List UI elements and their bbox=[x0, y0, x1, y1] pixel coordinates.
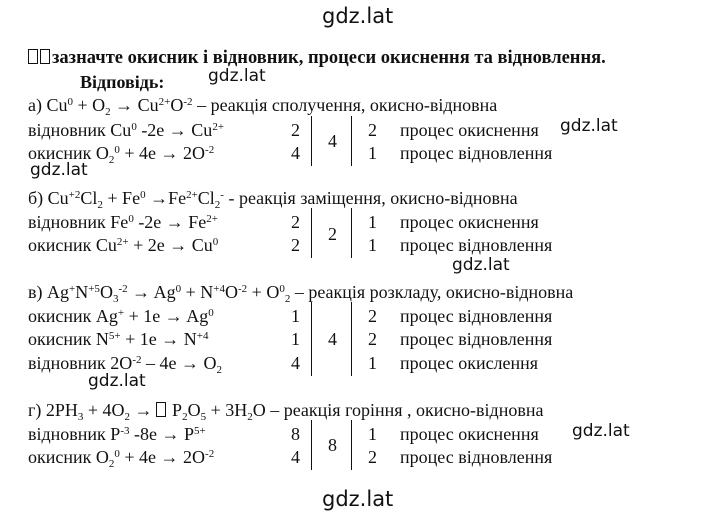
lcm-value: 4 bbox=[328, 131, 337, 151]
lcm-value: 8 bbox=[328, 435, 337, 455]
process-label: процес відновлення bbox=[400, 329, 553, 349]
divider bbox=[311, 420, 312, 470]
half-reaction: відновник Cu$^0$ $-2e \to Cu^{2+}$ bbox=[28, 120, 225, 140]
electron-count: 2 bbox=[291, 212, 300, 232]
answer-label: Відповідь: bbox=[80, 72, 165, 92]
lcm-value: 4 bbox=[328, 329, 337, 349]
electron-count: 8 bbox=[291, 424, 300, 444]
electron-count: 4 bbox=[291, 143, 300, 163]
half-reaction: окисник $N^{5+} + 1e \to N^{+4}$ bbox=[28, 329, 209, 349]
half-reaction: окисник $O_2^0 + 4e \to 2O^{-2}$ bbox=[28, 143, 215, 166]
equation-d: г) $2PH_3 + 4O_2 \to P_2O_5 + 3H_2O$ – реакція горіння , окисно-відновна bbox=[28, 400, 544, 423]
watermark: gdz.lat bbox=[322, 487, 394, 511]
process-label: процес відновлення bbox=[400, 235, 553, 255]
watermark: gdz.lat bbox=[88, 371, 146, 391]
coefficient: 1 bbox=[368, 143, 377, 163]
process-label: процес окислення bbox=[400, 353, 539, 373]
watermark: gdz.lat bbox=[30, 160, 88, 180]
watermark: gdz.lat bbox=[452, 255, 510, 275]
process-label: процес відновлення bbox=[400, 306, 553, 326]
watermark: gdz.lat bbox=[322, 4, 394, 28]
equation-b: б) $Cu^{+2}Cl_2 + Fe^0 \to Fe^{2+}Cl_2^-$ - реакція заміщення, окисно-відновна bbox=[28, 188, 518, 211]
watermark: gdz.lat bbox=[572, 421, 630, 441]
electron-count: 4 bbox=[291, 447, 300, 467]
divider bbox=[311, 116, 312, 166]
electron-count: 1 bbox=[291, 306, 300, 326]
missing-glyph-icon bbox=[156, 402, 166, 417]
coefficient: 1 bbox=[368, 353, 377, 373]
divider bbox=[351, 302, 352, 376]
half-reaction: відновник Fe$^0$ $-2e \to Fe^{2+}$ bbox=[28, 212, 219, 232]
lcm-value: 2 bbox=[328, 224, 337, 244]
coefficient: 2 bbox=[368, 120, 377, 140]
coefficient: 1 bbox=[368, 424, 377, 444]
divider bbox=[351, 208, 352, 258]
equation-c: в) $Ag^+N^{+5}O_3^{-2} \to Ag^0 + N^{+4}O^{-2} + O^0_2$ – реакція розкладу, окисно-відновна bbox=[28, 282, 574, 305]
divider bbox=[311, 208, 312, 258]
divider bbox=[351, 420, 352, 470]
equation-a: а) $Cu^0 + O_2 \to Cu^{2+}O^{-2}$ – реакція сполучення, окисно-відновна bbox=[28, 95, 498, 118]
coefficient: 2 bbox=[368, 306, 377, 326]
coefficient: 1 bbox=[368, 212, 377, 232]
divider bbox=[351, 116, 352, 166]
process-label: процес окиснення bbox=[400, 120, 539, 140]
process-label: процес відновлення bbox=[400, 143, 553, 163]
electron-count: 1 bbox=[291, 329, 300, 349]
electron-count: 2 bbox=[291, 235, 300, 255]
coefficient: 2 bbox=[368, 447, 377, 467]
coefficient: 1 bbox=[368, 235, 377, 255]
half-reaction: відновник $P^{-3}$ $-8e \to P^{5+}$ bbox=[28, 424, 206, 444]
half-reaction: окисник $O_2^0 + 4e \to 2O^{-2}$ bbox=[28, 447, 215, 470]
missing-glyph-icon bbox=[40, 49, 50, 64]
divider bbox=[311, 302, 312, 376]
half-reaction: відновник $2O^{-2} - 4e \to O_2$ bbox=[28, 353, 222, 376]
coefficient: 2 bbox=[368, 329, 377, 349]
watermark: gdz.lat bbox=[560, 116, 618, 136]
watermark: gdz.lat bbox=[208, 66, 266, 86]
process-label: процес окиснення bbox=[400, 424, 539, 444]
process-label: процес відновлення bbox=[400, 447, 553, 467]
task-title: зазначте окисник і відновник, процеси окиснення та відновлення. bbox=[28, 48, 606, 68]
electron-count: 2 bbox=[291, 120, 300, 140]
missing-glyph-icon bbox=[28, 49, 38, 64]
half-reaction: окисник $Ag^+ + 1e \to Ag^0$ bbox=[28, 306, 214, 326]
process-label: процес окиснення bbox=[400, 212, 539, 232]
half-reaction: окисник $Cu^{2+} + 2e \to Cu^0$ bbox=[28, 235, 219, 255]
electron-count: 4 bbox=[291, 353, 300, 373]
